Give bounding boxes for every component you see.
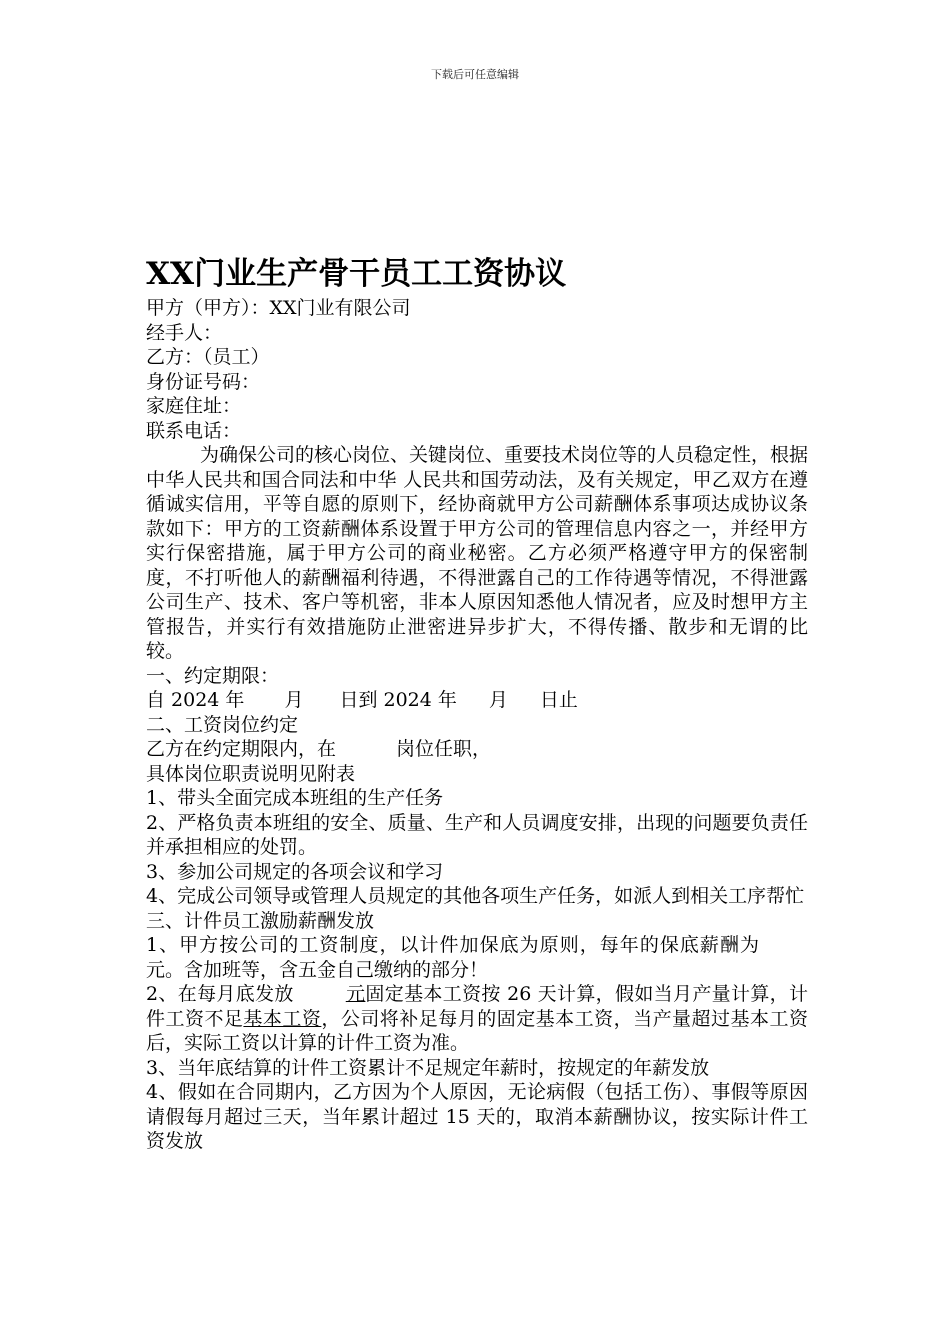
position-line	[146, 737, 808, 762]
handler-line: 经手人：	[146, 321, 223, 344]
duty-item-4: 4、完成公司领导或管理人员规定的其他各项生产任务，如派人到相关工序帮忙	[146, 885, 805, 907]
id-number-line: 身份证号码：	[146, 370, 261, 393]
document-body	[146, 252, 808, 1154]
term-start-month: 月	[284, 689, 304, 711]
duty-item-2: 2、严格负责本班组的安全、质量、生产和人员调度安排，出现的问题要负责任并承担相应的处罚。	[146, 811, 808, 858]
pay-item-3: 3、当年底结算的计件工资累计不足规定年薪时，按规定的年薪发放	[146, 1056, 710, 1079]
pay-item-2-text-a: 2、在每月底发放	[146, 983, 294, 1005]
position-text-a: 乙方在约定期限内，在	[146, 738, 337, 760]
term-end-day: 日止	[539, 689, 578, 711]
pay-item-1-text-b: 元。含加班等，含五金自己缴纳的部分！	[146, 958, 489, 981]
intro-paragraph: 为确保公司的核心岗位、关键岗位、重要技术岗位等的人员稳定性，根据中华人民共和国合同法和中华 人民共和国劳动法，及有关规定，甲乙双方在遵循诚实信用，平等自愿的原则下，经协商就甲方公司薪酬体系事项达成协议条款如下：甲方的工资薪酬体系设置于甲方公司的管理信息内容之一，并经甲方实行保密措施，属于甲方公司的商业秘密。乙方必须严格遵守甲方的保密制度，不打听他人的薪酬福利待遇，不得泄露自己的工作待遇等情况，不得泄露公司生产、技术、客户等机密，非本人原因知悉他人情况者，应及时想甲方主管报告，并实行有效措施防止泄密进异步扩大，不得传播、散步和无谓的比较。	[146, 444, 809, 662]
pay-item-1	[146, 933, 808, 982]
term-start-year: 自 2024 年	[146, 689, 245, 711]
party-a-line: 甲方（甲方）：XX门业有限公司	[146, 297, 411, 319]
term-period-line	[146, 688, 808, 713]
pay-item-1-text-a: 1、甲方按公司的工资制度，以计件加保底为原则，每年的保底薪酬为	[146, 934, 760, 956]
section1-heading: 一、约定期限：	[146, 664, 280, 687]
duty-item-1: 1、带头全面完成本班组的生产任务	[146, 787, 444, 809]
duties-reference-line: 具体岗位职责说明见附表	[146, 762, 356, 785]
pay-item-4: 4、假如在合同期内，乙方因为个人原因，无论病假（包括工伤）、事假等原因请假每月超过三天，当年累计超过 15 天的，取消本薪酬协议，按实际计件工资发放	[146, 1081, 808, 1152]
pay-item-2-text-b: 固定基本工资按 26 天计算，假如当月产量计算，计件工资不足	[146, 983, 808, 1030]
pay-item-2-text-c: ，公司将补足每月的固定基本工资，当产量超过基本工资后，实际工资以计算的计件工资为准。	[146, 1007, 808, 1054]
pay-item-2-blank: 元	[345, 983, 366, 1005]
section3-heading: 三、计件员工激励薪酬发放	[146, 909, 375, 932]
document-title: XX门业生产骨干员工工资协议	[146, 256, 567, 292]
phone-line: 联系电话：	[146, 419, 242, 442]
term-end-month: 月	[488, 689, 508, 711]
section2-heading: 二、工资岗位约定	[146, 713, 299, 736]
pay-item-2-underlined: 基本工资	[243, 1007, 322, 1030]
position-text-b: 岗位任职，	[396, 738, 492, 760]
pay-item-2	[146, 982, 808, 1056]
address-line: 家庭住址：	[146, 395, 242, 417]
term-end-year: 日到 2024 年	[339, 689, 457, 711]
party-b-line: 乙方：（员工）	[146, 346, 270, 368]
header-note: 下载后可任意编辑	[431, 68, 519, 81]
duty-item-3: 3、参加公司规定的各项会议和学习	[146, 860, 444, 883]
